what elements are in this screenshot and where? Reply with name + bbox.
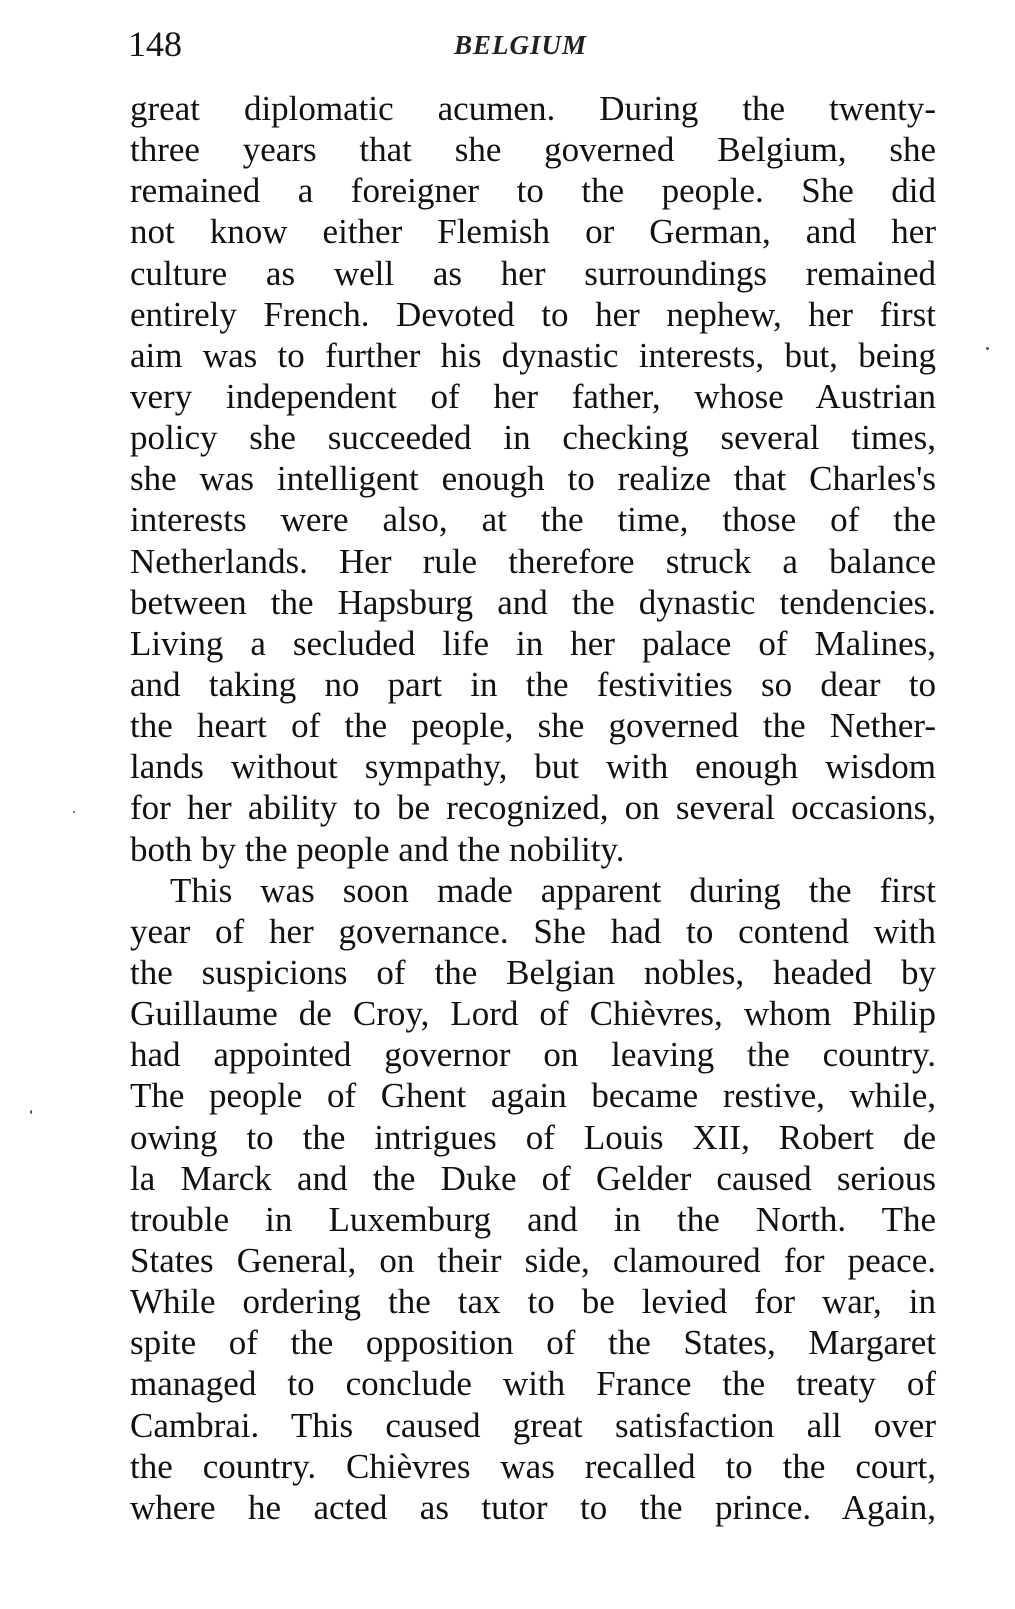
text-line: for her ability to be recognized, on several occasions, xyxy=(130,788,936,828)
text-line: The people of Ghent again became restive, while, xyxy=(130,1076,936,1116)
text-line: trouble in Luxemburg and in the North. The xyxy=(130,1199,936,1239)
text-line: aim was to further his dynastic interests, but, being xyxy=(130,335,936,375)
body-text xyxy=(130,88,936,1528)
page-number: 148 xyxy=(128,24,182,64)
text-line: had appointed governor on leaving the country. xyxy=(130,1035,936,1075)
text-line: very independent of her father, whose Austrian xyxy=(130,376,936,416)
running-title: BELGIUM xyxy=(454,30,588,60)
text-line: Guillaume de Croy, Lord of Chièvres, whom Philip xyxy=(130,994,936,1034)
scan-speck xyxy=(73,811,75,813)
text-line: not know either Flemish or German, and her xyxy=(130,212,936,252)
text-line: between the Hapsburg and the dynastic tendencies. xyxy=(130,582,936,622)
text-line: States General, on their side, clamoured for peace. xyxy=(130,1240,936,1280)
text-line: owing to the intrigues of Louis XII, Robert de xyxy=(130,1117,936,1157)
text-line: where he acted as tutor to the prince. Again, xyxy=(130,1487,936,1527)
text-line: she was intelligent enough to realize that Charles's xyxy=(130,459,936,499)
scan-speck xyxy=(986,347,989,350)
text-line: policy she succeeded in checking several times, xyxy=(130,418,936,458)
scan-speck xyxy=(30,1110,32,1114)
text-line: spite of the opposition of the States, Margaret xyxy=(130,1323,936,1363)
text-line: managed to conclude with France the treaty of xyxy=(130,1364,936,1404)
text-line: great diplomatic acumen. During the twenty- xyxy=(130,89,936,128)
text-line: Netherlands. Her rule therefore struck a balance xyxy=(130,541,936,581)
text-line: the country. Chièvres was recalled to the court, xyxy=(130,1446,936,1486)
text-line: interests were also, at the time, those of the xyxy=(130,500,936,540)
paragraph-1 xyxy=(130,88,936,870)
text-line: the heart of the people, she governed the Nether- xyxy=(130,706,936,746)
text-line: three years that she governed Belgium, she xyxy=(130,130,936,170)
text-line: Cambrai. This caused great satisfaction all over xyxy=(130,1405,936,1445)
text-line: the suspicions of the Belgian nobles, headed by xyxy=(130,952,936,992)
text-line: remained a foreigner to the people. She did xyxy=(130,171,936,211)
text-line: lands without sympathy, but with enough wisdom xyxy=(130,747,936,787)
text-line: la Marck and the Duke of Gelder caused serious xyxy=(130,1158,936,1198)
text-line: entirely French. Devoted to her nephew, her first xyxy=(130,294,936,334)
text-line: culture as well as her surroundings remained xyxy=(130,253,936,293)
text-line: While ordering the tax to be levied for war, in xyxy=(130,1282,936,1322)
text-line: both by the people and the nobility. xyxy=(130,829,625,869)
text-line: Living a secluded life in her palace of Malines, xyxy=(130,623,936,663)
running-header xyxy=(128,22,936,66)
text-line: This was soon made apparent during the first xyxy=(170,870,936,910)
text-line: and taking no part in the festivities so dear to xyxy=(130,664,936,704)
text-line: year of her governance. She had to contend with xyxy=(130,911,936,951)
paragraph-2 xyxy=(130,870,936,1528)
